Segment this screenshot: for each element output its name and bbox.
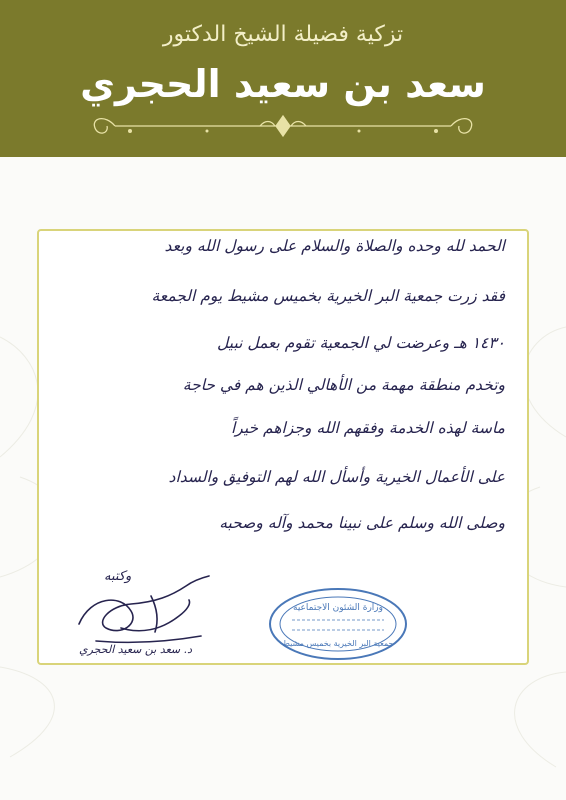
stamp-icon — [267, 586, 409, 662]
letter-line: الحمد لله وحده والصلاة والسلام على رسول الله وبعد — [164, 237, 505, 255]
stamp-name-line: جمعية البر الخيرية بخميس مشيط — [282, 639, 394, 648]
header-title: سعد بن سعيد الحجري — [80, 62, 486, 106]
letter-line: ١٤٣٠ هـ وعرضت لي الجمعية تقوم بعمل نبيل — [217, 334, 505, 352]
ornament-divider-icon — [85, 112, 481, 142]
letter-line: ماسة لهذه الخدمة وفقهم الله وجزاهم خيراً — [231, 419, 505, 437]
letter-line: وتخدم منطقة مهمة من الأهالي الذين هم في حاجة — [182, 376, 505, 394]
stamp-org-line: وزارة الشئون الاجتماعية — [293, 603, 383, 613]
signer-name: د. سعد بن سعيد الحجري — [79, 643, 193, 656]
header-banner — [0, 0, 566, 157]
letter-line: على الأعمال الخيرية وأسأل الله لهم التوفيق والسداد — [168, 468, 505, 486]
letter-line: فقد زرت جمعية البر الخيرية بخميس مشيط يوم الجمعة — [151, 287, 505, 305]
letter-line: وصلى الله وسلم على نبينا محمد وآله وصحبه — [219, 514, 505, 532]
closing-word: وكتبه — [104, 569, 132, 584]
header-subtitle: تزكية فضيلة الشيخ الدكتور — [162, 22, 404, 47]
letter-frame — [37, 229, 529, 665]
